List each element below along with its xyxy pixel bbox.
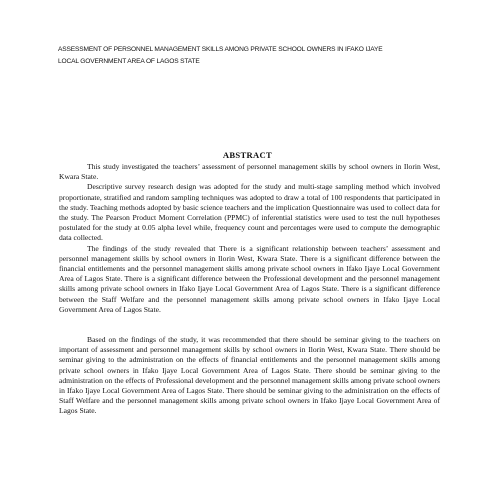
recommendation-body bbox=[59, 335, 440, 417]
heading-line-1: ASSESSMENT OF PERSONNEL MANAGEMENT SKILLS AMONG PRIVATE SCHOOL OWNERS IN IFAKO IJAYE bbox=[58, 46, 383, 53]
abstract-body bbox=[59, 162, 440, 315]
abstract-paragraph-2: Descriptive survey research design was adopted for the study and multi-stage sampling method which involved proportionate, stratified and random sampling techniques was adopted to draw a total of 100 respondents that participated in the study. Teaching methods adopted by basic science teachers and the implication Questionnaire was used to collect data for the study. The Pearson Product Moment Correlation (PPMC) of inferential statistics were used to test the null hypotheses postulated for the study at 0.05 alpha level while, frequency count and percentages were used to compute the demographic data collected. bbox=[59, 182, 440, 243]
heading-line-2: LOCAL GOVERNMENT AREA OF LAGOS STATE bbox=[58, 58, 200, 65]
abstract-paragraph-1: This study investigated the teachers’ assessment of personnel management skills by school owners in Ilorin West, Kwara State. bbox=[59, 162, 440, 182]
abstract-title: ABSTRACT bbox=[222, 150, 273, 160]
document-heading bbox=[58, 44, 458, 68]
abstract-paragraph-3: The findings of the study revealed that There is a significant relationship between teachers’ assessment and personnel management skills by school owners in Ilorin West, Kwara State. There is a significant difference between the financial entitlements and the personnel management skills among private school owners in Ifako Ijaye Local Government Area of Lagos State. There is a significant difference between the Professional development and the personnel management skills among private school owners in Ifako Ijaye Local Government Area of Lagos State. There is a significant difference between the Staff Welfare and the personnel management skills among private school owners in Ifako Ijaye Local Government Area of Lagos State. bbox=[59, 243, 440, 314]
recommendation-paragraph: Based on the findings of the study, it was recommended that there should be seminar giving to the teachers on important of assessment and personnel management skills by school owners in Ilorin West, Kwara State. There should be seminar giving to the administration on the effects of financial entitlements and the personnel management skills among private school owners in Ifako Ijaye Local Government Area of Lagos State. There should be seminar giving to the administration on the effects of Professional development and the personnel management skills among private school owners in Ifako Ijaye Local Government Area of Lagos State. There should be seminar giving to the administration on the effects of Staff Welfare and the personnel management skills among private school owners in Ifako Ijaye Local Government Area of Lagos State. bbox=[59, 335, 440, 416]
